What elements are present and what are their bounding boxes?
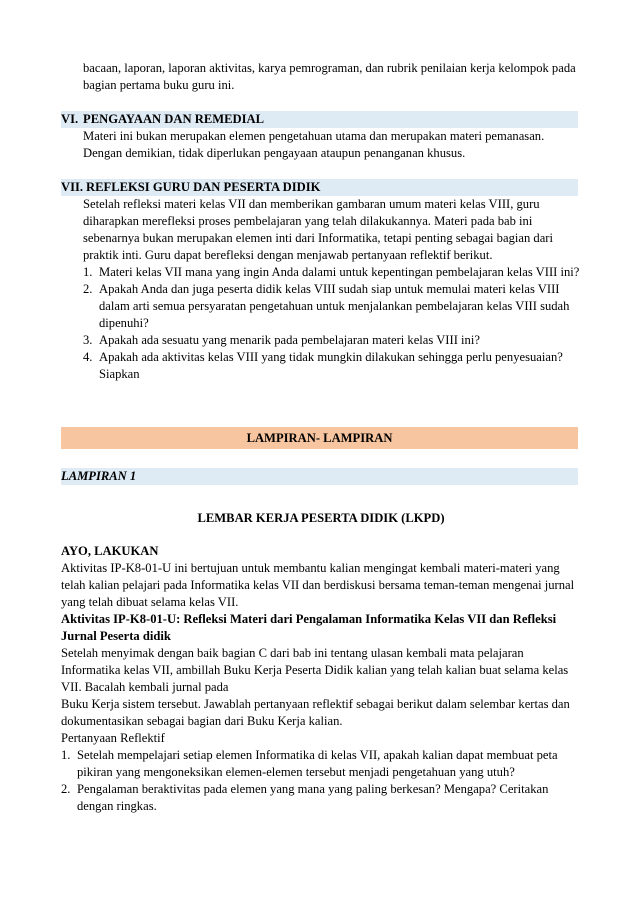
list-item [83, 264, 583, 281]
section-7-number: VII. [61, 180, 84, 194]
list-item [83, 332, 583, 349]
list-number: 4. [83, 350, 93, 364]
activity-paragraph-2: Buku Kerja sistem tersebut. Jawablah pertanyaan reflektif sebagai berikut dalam selembar kertas dan dokumentasikan sebagai bagian dari Buku Kerja kalian. [61, 697, 570, 728]
section-7-body: Setelah refleksi materi kelas VII dan memberikan gambaran umum materi kelas VIII, guru diharapkan merefleksi proses pembelajaran yang telah dilakukannya. Materi pada bab ini sebenarnya bukan merupakan elemen inti dari Informatika, tetapi penting sebagai bagian dari praktik inti. Guru dapat berefleksi dengan menjawab pertanyaan reflektif berikut. [83, 197, 553, 262]
section-6-body: Materi ini bukan merupakan elemen pengetahuan utama dan merupakan materi pemanasan. Dengan demikian, tidak diperlukan pengayaan ataupun penanganan khusus. [83, 129, 545, 160]
lampiran-1-bar [61, 468, 578, 485]
list-item [83, 349, 583, 383]
list-number: 2. [61, 782, 71, 796]
section-6-title: PENGAYAAN DAN REMEDIAL [83, 112, 264, 126]
list-number: 2. [83, 282, 93, 296]
list-number: 1. [61, 748, 71, 762]
activity-title: Aktivitas IP-K8-01-U: Refleksi Materi dari Pengalaman Informatika Kelas VII dan Refleksi Jurnal Peserta didik [61, 612, 557, 643]
lampiran-1-title: LAMPIRAN 1 [61, 469, 137, 483]
list-text: Materi kelas VII mana yang ingin Anda dalami untuk kepentingan pembelajaran kelas VIII ini? [99, 265, 580, 279]
intro-paragraph: bacaan, laporan, laporan aktivitas, karya pemrograman, dan rubrik penilaian kerja kelompok pada bagian pertama buku guru ini. [83, 61, 576, 92]
list-number: 3. [83, 333, 93, 347]
list-item [83, 281, 583, 332]
section-6-number: VI. [61, 112, 79, 126]
list-number: 1. [83, 265, 93, 279]
teacher-question-list [83, 264, 583, 383]
ayo-body: Aktivitas IP-K8-01-U ini bertujuan untuk membantu kalian mengingat kembali materi-materi yang telah kalian pelajari pada Informatika kelas VII dan berdiskusi bersama teman-teman mengenai jurnal yang telah dibuat selama kelas VII. [61, 561, 575, 609]
lampiran-banner-title: LAMPIRAN- LAMPIRAN [246, 431, 393, 445]
list-text: Setelah mempelajari setiap elemen Informatika di kelas VII, apakah kalian dapat membuat peta pikiran yang mengoneksikan elemen-elemen tersebut menjadi pengetahuan yang utuh? [77, 748, 558, 779]
list-text: Apakah Anda dan juga peserta didik kelas VIII sudah siap untuk memulai materi kelas VIII dalam arti semua persyaratan pengetahuan untuk menjalankan pembelajaran kelas VIII sudah dipenuhi? [99, 282, 570, 330]
reflective-label: Pertanyaan Reflektif [61, 731, 165, 745]
list-text: Pengalaman beraktivitas pada elemen yang mana yang paling berkesan? Mengapa? Ceritakan dengan ringkas. [77, 782, 549, 813]
section-7-title: REFLEKSI GURU DAN PESERTA DIDIK [86, 180, 321, 194]
activity-paragraph-1: Setelah menyimak dengan baik bagian C dari bab ini tentang ulasan kembali mata pelajaran Informatika kelas VII, ambillah Buku Kerja Peserta Didik kalian yang telah kalian buat selama kelas VII. Bacalah kembali jurnal pada [61, 646, 569, 694]
list-text: Apakah ada aktivitas kelas VIII yang tidak mungkin dilakukan sehingga perlu penyesuaian? Siapkan [99, 350, 563, 381]
lkpd-title: LEMBAR KERJA PESERTA DIDIK (LKPD) [197, 511, 445, 525]
reflective-question-list [61, 747, 566, 815]
list-text: Apakah ada sesuatu yang menarik pada pembelajaran materi kelas VIII ini? [99, 333, 480, 347]
list-item [61, 747, 566, 781]
lampiran-banner [61, 427, 578, 449]
list-item [61, 781, 566, 815]
ayo-heading: AYO, LAKUKAN [61, 544, 159, 558]
